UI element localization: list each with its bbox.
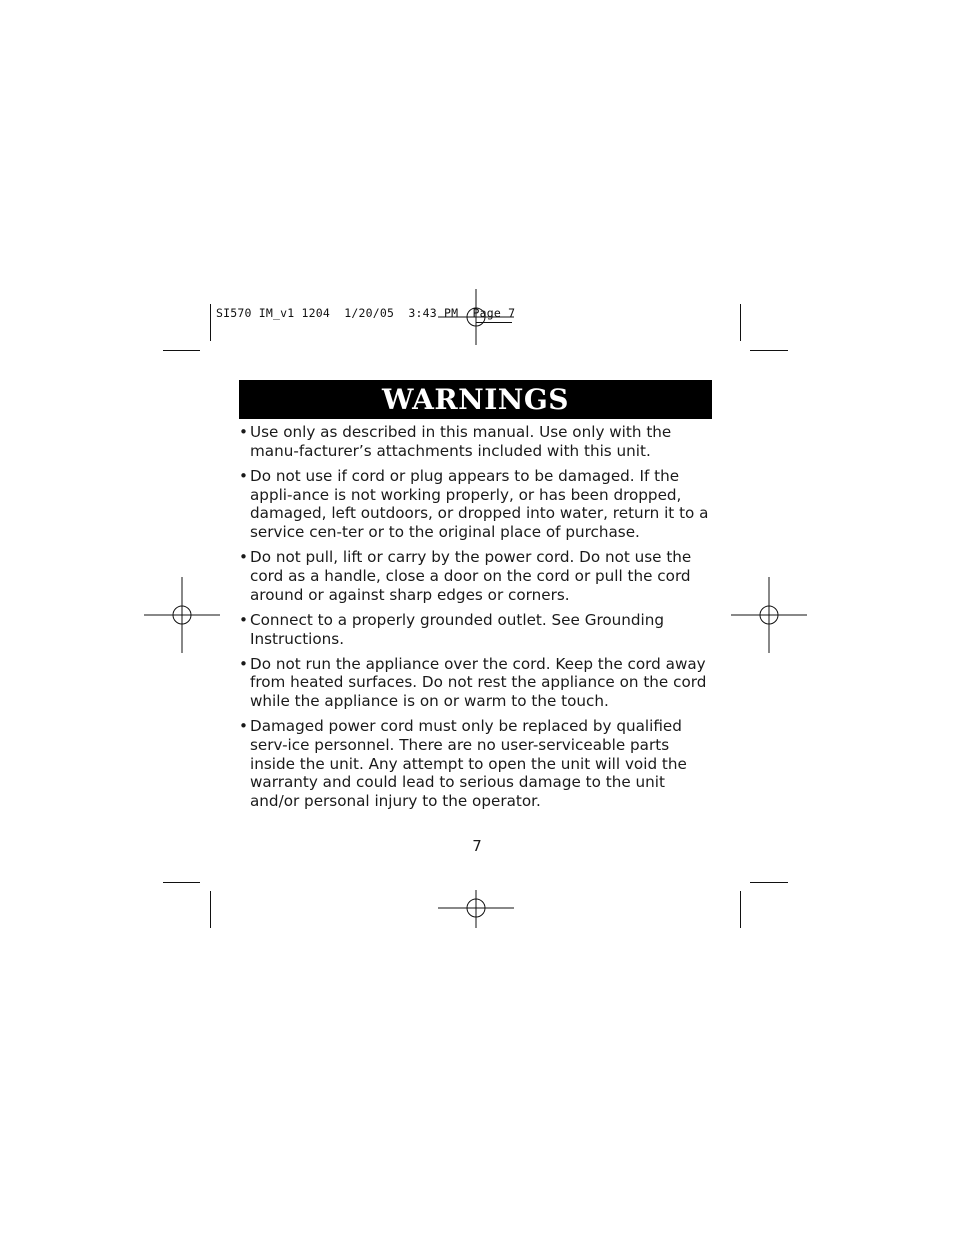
crop-mark-top-left-horizontal [163, 350, 200, 351]
bullet-icon: • [239, 717, 248, 736]
bullet-icon: • [239, 466, 248, 485]
bullet-icon: • [239, 610, 248, 629]
warning-text: Do not pull, lift or carry by the power cord. Do not use the cord as a handle, close a door on the cord or pull the cord around or against sharp edges or corners. [250, 548, 692, 604]
warning-text: Connect to a properly grounded outlet. See Grounding Instructions. [250, 610, 665, 648]
list-item [239, 655, 714, 711]
list-item [239, 548, 714, 604]
page-number: 7 [472, 837, 482, 855]
warning-text: Use only as described in this manual. Use only with the manu-facturer’s attachments included with this unit. [250, 423, 672, 460]
title-bar [239, 380, 712, 419]
crop-mark-bottom-left-vertical [210, 891, 211, 928]
list-item [239, 611, 714, 649]
bullet-icon: • [239, 548, 248, 567]
list-item [239, 467, 714, 542]
crop-mark-top-right-vertical [740, 304, 741, 341]
crop-mark-bottom-right-vertical [740, 891, 741, 928]
crop-mark-bottom-right-horizontal [750, 882, 788, 883]
crop-mark-top-left-vertical [210, 304, 211, 341]
registration-mark-left [144, 577, 220, 653]
page-title: WARNINGS [381, 383, 570, 416]
warning-text: Do not use if cord or plug appears to be damaged. If the appli-ance is not working properly, or has been dropped, damaged, left outdoors, or dropped into water, return it to a service cen-ter or to the original place of purchase. [250, 466, 709, 542]
printer-slug: SI570 IM_v1 1204 1/20/05 3:43 PM Page 7 [216, 306, 516, 320]
registration-mark-bottom-center [438, 870, 514, 946]
list-item [239, 717, 714, 811]
registration-mark-right [731, 577, 807, 653]
crop-mark-top-right-horizontal [750, 350, 788, 351]
warning-text: Do not run the appliance over the cord. Keep the cord away from heated surfaces. Do not rest the appliance on the cord while the appliance is on or warm to the touch. [250, 654, 707, 711]
bullet-icon: • [239, 423, 248, 441]
crop-mark-bottom-left-horizontal [163, 882, 200, 883]
registration-mark-top-center [438, 279, 514, 355]
bullet-icon: • [239, 654, 248, 673]
list-item [239, 423, 714, 461]
warnings-list [239, 423, 714, 817]
warning-text: Damaged power cord must only be replaced by qualified serv-ice personnel. There are no user-serviceable parts inside the unit. Any attempt to open the unit will void the warranty and could lead to serious damage to the unit and/or personal injury to the operator. [250, 717, 687, 811]
